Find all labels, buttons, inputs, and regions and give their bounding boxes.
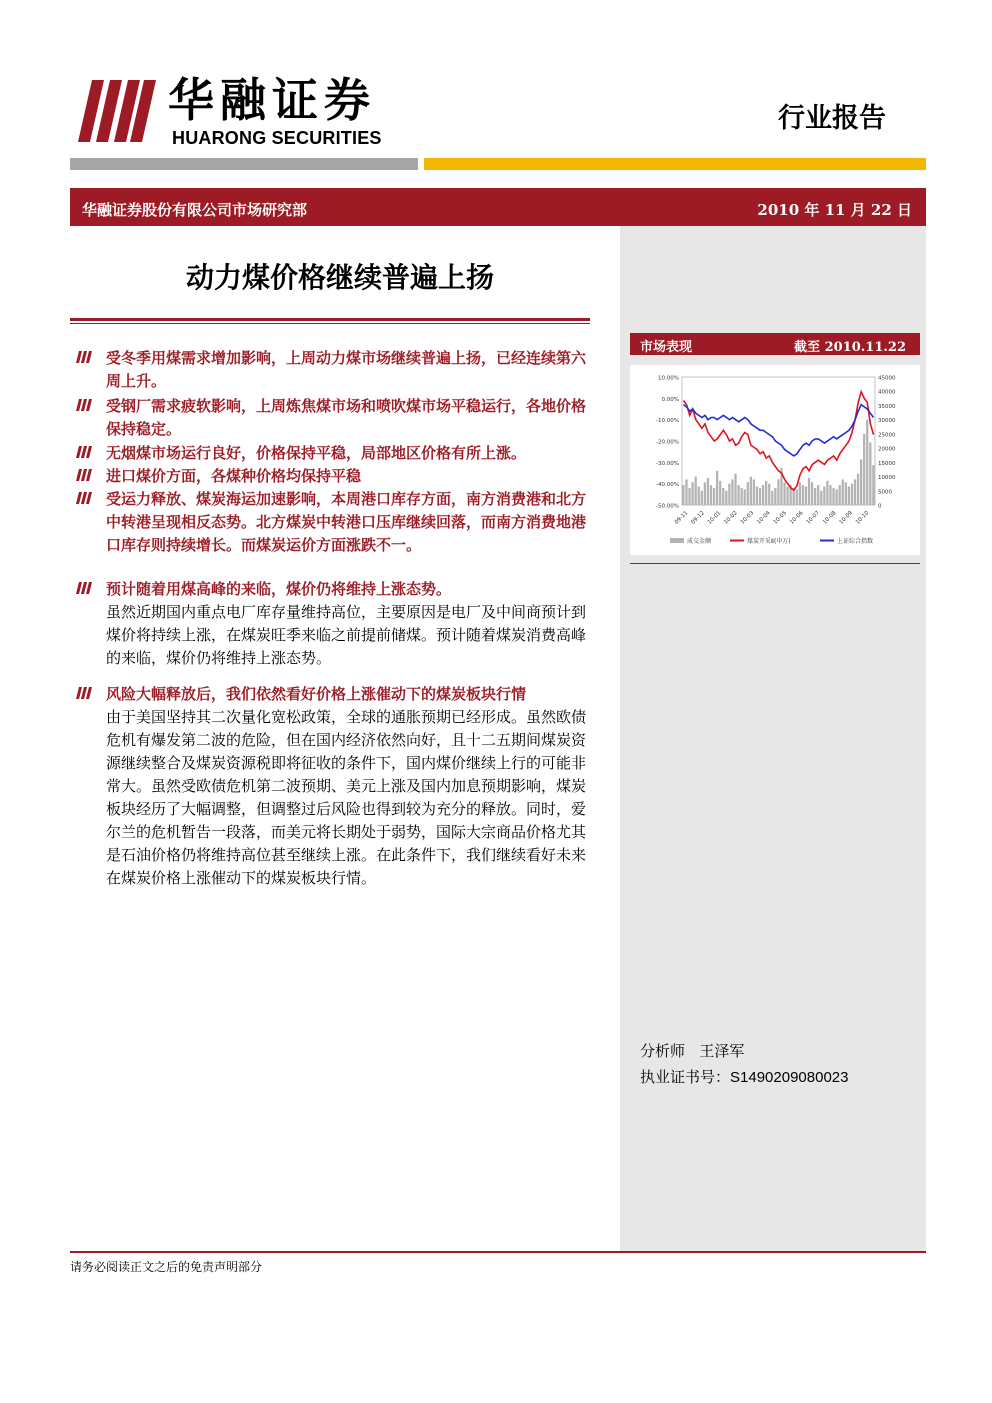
x-tick-label: 10-06 bbox=[789, 510, 805, 526]
volume-bar bbox=[851, 484, 853, 505]
volume-bar bbox=[744, 489, 746, 505]
volume-bar bbox=[695, 477, 697, 505]
volume-bar bbox=[713, 488, 715, 505]
analyst-line bbox=[640, 1040, 744, 1061]
y-left-tick-label: -40.00% bbox=[656, 482, 679, 489]
volume-bar bbox=[698, 487, 700, 505]
volume-bar bbox=[750, 477, 752, 505]
company-logo-mark bbox=[78, 80, 156, 142]
volume-bar bbox=[829, 485, 831, 505]
license-label: 执业证书号： bbox=[640, 1068, 731, 1086]
volume-bar bbox=[835, 489, 837, 505]
volume-bar bbox=[741, 488, 743, 505]
x-tick-label: 10-04 bbox=[756, 510, 772, 526]
report-title: 动力煤价格继续普遍上扬 bbox=[185, 261, 494, 294]
y-right-tick-label: 20000 bbox=[878, 446, 896, 453]
bullet-slashes-icon bbox=[76, 351, 94, 363]
bullet-headline: 无烟煤市场运行良好，价格保持平稳，局部地区价格有所上涨。 bbox=[106, 444, 527, 462]
bullet-headline: 受冬季用煤需求增加影响，上周动力煤市场继续普遍上扬，已经连续第六周上升。 bbox=[106, 349, 587, 390]
volume-bar bbox=[685, 479, 687, 505]
y-left-tick-label: -30.00% bbox=[656, 460, 679, 467]
analyst-name: 王泽军 bbox=[699, 1042, 745, 1060]
bullet-item bbox=[76, 683, 596, 890]
volume-bar bbox=[682, 485, 684, 505]
x-tick-label: 09-11 bbox=[673, 510, 690, 526]
volume-bar bbox=[734, 474, 736, 505]
x-tick-label: 10-07 bbox=[805, 510, 822, 526]
y-right-tick-label: 45000 bbox=[878, 375, 896, 382]
volume-bar bbox=[845, 482, 847, 505]
legend-label: 上证综合指数 bbox=[837, 538, 874, 545]
y-right-tick-label: 15000 bbox=[878, 460, 896, 467]
bullet-item bbox=[76, 442, 596, 465]
title-rule-thin bbox=[70, 323, 590, 324]
volume-bar bbox=[854, 479, 856, 505]
volume-bar bbox=[707, 478, 709, 505]
y-left-tick-label: 0.00% bbox=[661, 396, 679, 403]
market-performance-chart bbox=[630, 365, 920, 555]
brand-name-english: HUARONG SECURITIES bbox=[172, 128, 382, 148]
license-number: S1490209080023 bbox=[730, 1069, 849, 1086]
volume-bar bbox=[759, 488, 761, 505]
volume-bar bbox=[771, 491, 773, 505]
title-rule bbox=[70, 318, 590, 321]
volume-bar bbox=[762, 485, 764, 505]
bullet-headline: 风险大幅释放后，我们依然看好价格上涨催动下的煤炭板块行情 bbox=[106, 685, 527, 703]
volume-bar bbox=[747, 482, 749, 505]
volume-bar bbox=[805, 487, 807, 505]
volume-bar bbox=[691, 482, 693, 505]
volume-bar bbox=[832, 488, 834, 505]
bullet-body: 虽然近期国内重点电厂库存量维持高位，主要原因是电厂及中间商预计到煤价将持续上涨，在煤炭旺季来临之前提前储煤。预计随着煤炭消费高峰的来临，煤价仍将维持上涨态势。 bbox=[106, 603, 587, 667]
x-tick-label: 10-03 bbox=[739, 510, 756, 526]
bullet-slashes-icon bbox=[76, 492, 94, 504]
bullet-item bbox=[76, 488, 596, 557]
bullet-headline: 进口煤价方面，各煤种价格均保持平稳 bbox=[106, 467, 362, 485]
y-left-tick-label: -10.00% bbox=[656, 418, 679, 425]
header-yellow-bar bbox=[424, 158, 926, 170]
volume-bar bbox=[814, 488, 816, 505]
y-left-tick-label: 10.00% bbox=[658, 375, 679, 382]
series-line-coal-mining bbox=[684, 392, 874, 490]
bullet-item bbox=[76, 395, 596, 441]
volume-bar bbox=[808, 478, 810, 505]
bullet-slashes-icon bbox=[76, 582, 94, 594]
org-name: 华融证券股份有限公司市场研究部 bbox=[82, 201, 308, 219]
volume-bar bbox=[731, 479, 733, 505]
chart-panel-label: 市场表现 bbox=[640, 340, 693, 355]
y-right-tick-label: 30000 bbox=[878, 418, 896, 425]
bullet-item bbox=[76, 347, 596, 393]
footer-rule bbox=[70, 1251, 926, 1253]
volume-bar bbox=[765, 481, 767, 505]
bullet-headline: 受钢厂需求疲软影响，上周炼焦煤市场和喷吹煤市场平稳运行，各地价格保持稳定。 bbox=[106, 397, 587, 438]
volume-bar bbox=[863, 434, 865, 505]
volume-bar bbox=[725, 491, 727, 505]
x-tick-label: 10-05 bbox=[772, 510, 789, 526]
volume-bar bbox=[826, 481, 828, 505]
volume-bar bbox=[860, 459, 862, 505]
volume-bar bbox=[728, 484, 730, 505]
analyst-label: 分析师 bbox=[640, 1042, 686, 1060]
volume-bar bbox=[811, 482, 813, 505]
volume-bar bbox=[802, 485, 804, 505]
chart-panel-as-of: 截至 2010.11.22 bbox=[794, 340, 906, 355]
legend-swatch bbox=[670, 538, 684, 543]
volume-bar bbox=[786, 487, 788, 505]
volume-bar bbox=[774, 488, 776, 505]
volume-bar bbox=[848, 487, 850, 505]
y-right-tick-label: 0 bbox=[878, 503, 882, 510]
volume-bar bbox=[701, 491, 703, 505]
volume-bar bbox=[799, 482, 801, 505]
volume-bar bbox=[823, 487, 825, 505]
bullet-slashes-icon bbox=[76, 399, 94, 411]
report-type: 行业报告 bbox=[778, 103, 886, 134]
volume-bar bbox=[756, 487, 758, 505]
x-tick-label: 10-08 bbox=[821, 510, 838, 526]
x-tick-label: 10-02 bbox=[723, 510, 739, 526]
volume-bar bbox=[796, 489, 798, 505]
chart-panel-rule bbox=[630, 563, 920, 564]
y-left-tick-label: -50.00% bbox=[656, 503, 679, 510]
legend-label: 煤炭开采Ⅱ(申万) bbox=[747, 538, 791, 545]
x-tick-label: 09-12 bbox=[690, 510, 706, 526]
series-line-shanghai-index bbox=[684, 405, 874, 456]
volume-bar bbox=[753, 479, 755, 505]
volume-bar bbox=[719, 481, 721, 505]
volume-bar bbox=[716, 471, 718, 505]
volume-bar bbox=[857, 474, 859, 505]
brand-name-chinese: 华融证券 bbox=[168, 73, 376, 127]
volume-bar bbox=[839, 485, 841, 505]
y-right-tick-label: 35000 bbox=[878, 403, 896, 410]
bullet-body: 由于美国坚持其二次量化宽松政策，全球的通胀预期已经形成。虽然欧债危机有爆发第二波的危险，但在国内经济依然向好，且十二五期间煤炭资源继续整合及煤炭资源税即将征收的条件下，国内煤价继续上行的可能非常大。虽然受欧债危机第二波预期、美元上涨及国内加息预期影响，煤炭板块经历了大幅调整，但调整过后风险也得到较为充分的释放。同时，爱尔兰的危机暂告一段落，而美元将长期处于弱势，国际大宗商品价格尤其是石油价格仍将维持高位甚至继续上涨。在此条件下，我们继续看好未来在煤炭价格上涨催动下的煤炭板块行情。 bbox=[106, 708, 587, 887]
license-line bbox=[640, 1066, 848, 1087]
y-left-tick-label: -20.00% bbox=[656, 439, 679, 446]
volume-bar bbox=[842, 479, 844, 505]
x-tick-label: 10-09 bbox=[838, 510, 854, 526]
volume-bar bbox=[737, 485, 739, 505]
volume-bar bbox=[688, 488, 690, 505]
bullet-slashes-icon bbox=[76, 687, 94, 699]
y-right-tick-label: 5000 bbox=[878, 489, 892, 496]
volume-bar bbox=[817, 485, 819, 505]
volume-bar bbox=[722, 488, 724, 505]
volume-bar bbox=[783, 482, 785, 505]
volume-bar bbox=[704, 482, 706, 505]
y-right-tick-label: 10000 bbox=[878, 475, 896, 482]
bullet-item bbox=[76, 578, 596, 670]
y-right-tick-label: 40000 bbox=[878, 389, 896, 396]
bullet-headline: 受运力释放、煤炭海运加速影响，本周港口库存方面，南方消费港和北方中转港呈现相反态势。北方煤炭中转港口压库继续回落，而南方消费地港口库存则持续增长。而煤炭运价方面涨跌不一。 bbox=[106, 490, 587, 554]
legend-label: 成交金额 bbox=[687, 538, 712, 545]
volume-bar bbox=[866, 420, 868, 505]
volume-bar bbox=[820, 491, 822, 505]
x-tick-label: 10-10 bbox=[854, 510, 871, 526]
report-date: 2010 年 11 月 22 日 bbox=[757, 201, 912, 219]
header-gray-bar bbox=[70, 158, 418, 170]
footer-disclaimer: 请务必阅读正文之后的免责声明部分 bbox=[70, 1260, 263, 1274]
bullet-headline: 预计随着用煤高峰的来临，煤价仍将维持上涨态势。 bbox=[106, 580, 452, 598]
y-right-tick-label: 25000 bbox=[878, 432, 896, 439]
volume-bar bbox=[872, 465, 874, 505]
bullet-item bbox=[76, 465, 596, 488]
volume-bar bbox=[768, 484, 770, 505]
x-tick-label: 10-01 bbox=[706, 510, 723, 526]
volume-bar bbox=[777, 479, 779, 505]
volume-bar bbox=[869, 442, 871, 505]
bullet-slashes-icon bbox=[76, 446, 94, 458]
volume-bar bbox=[710, 485, 712, 505]
bullet-slashes-icon bbox=[76, 469, 94, 481]
